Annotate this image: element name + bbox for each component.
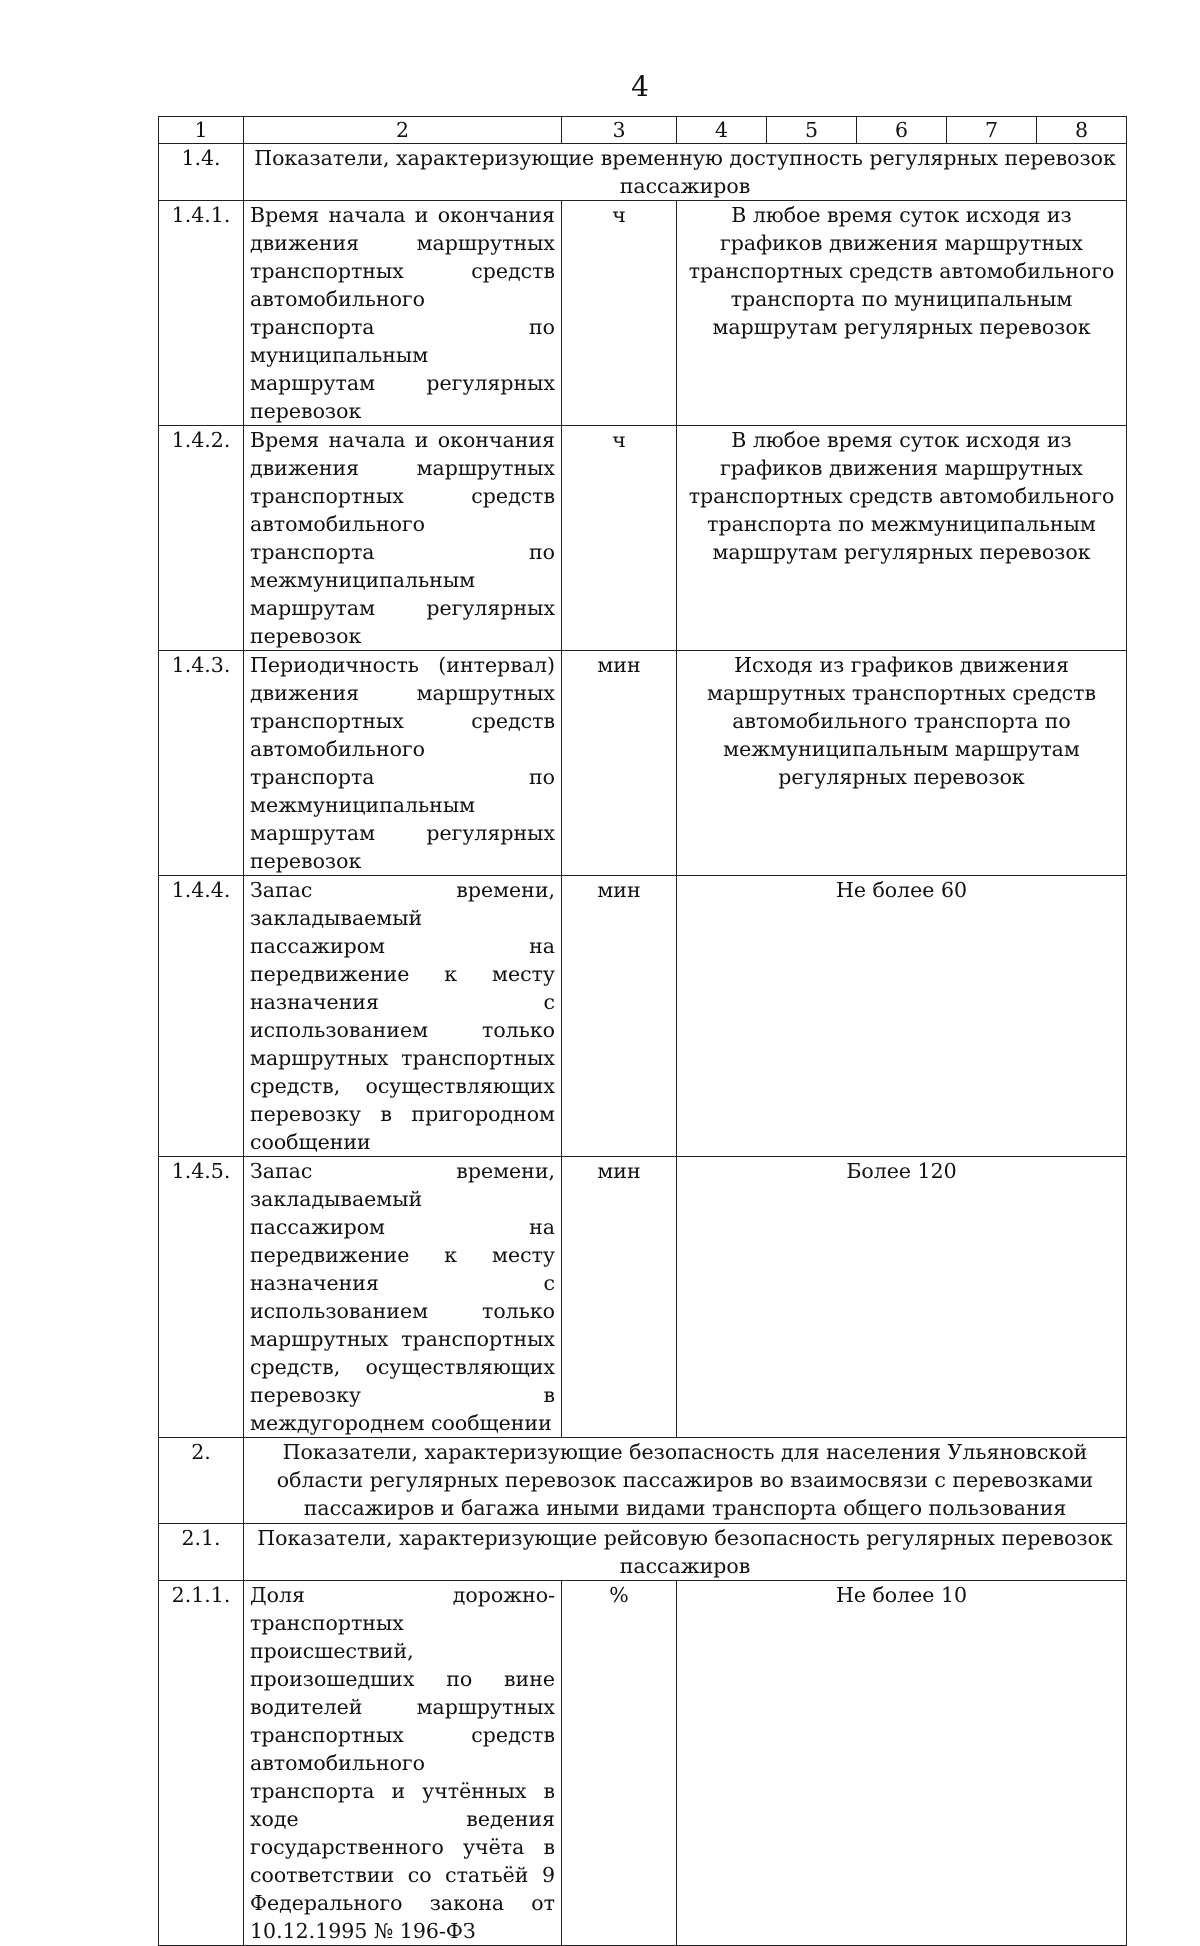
row-number: 1.4.2. bbox=[159, 426, 244, 651]
column-header: 6 bbox=[857, 117, 947, 144]
row-number: 1.4.5. bbox=[159, 1157, 244, 1438]
column-header: 2 bbox=[244, 117, 562, 144]
row-number: 1.4.1. bbox=[159, 201, 244, 426]
table-row bbox=[159, 201, 1127, 426]
row-number: 2.1.1. bbox=[159, 1581, 244, 1946]
page-number: 4 bbox=[631, 70, 649, 103]
table-row bbox=[159, 426, 1127, 651]
table-row bbox=[159, 651, 1127, 876]
unit-cell: ч bbox=[562, 201, 677, 426]
indicator-description: Время начала и окончания движения маршрутных транспортных средств автомобильного транспорта по межмуниципальным маршрутам регулярных перевозок bbox=[244, 426, 562, 651]
unit-cell: мин bbox=[562, 1157, 677, 1438]
section-row bbox=[159, 144, 1127, 201]
value-cell: Не более 10 bbox=[677, 1581, 1127, 1946]
indicator-description: Периодичность (интервал) движения маршрутных транспортных средств автомобильного транспорта по межмуниципальным маршрутам регулярных перевозок bbox=[244, 651, 562, 876]
value-cell: Более 120 bbox=[677, 1157, 1127, 1438]
column-header: 5 bbox=[767, 117, 857, 144]
value-cell: В любое время суток исходя из графиков движения маршрутных транспортных средств автомобильного транспорта по межмуниципальным маршрутам регулярных перевозок bbox=[677, 426, 1127, 651]
section-title: Показатели, характеризующие безопасность для населения Ульяновской области регулярных перевозок пассажиров во взаимосвязи с перевозками пассажиров и багажа иными видами транспорта общего пользования bbox=[244, 1438, 1127, 1524]
unit-cell: мин bbox=[562, 651, 677, 876]
column-header: 1 bbox=[159, 117, 244, 144]
column-header: 4 bbox=[677, 117, 767, 144]
unit-cell: % bbox=[562, 1581, 677, 1946]
indicator-description: Доля дорожно-транспортных происшествий, произошедших по вине водителей маршрутных транспортных средств автомобильного транспорта и учтённых в ходе ведения государственного учёта в соответствии со статьёй 9 Федерального закона от 10.12.1995 № 196-ФЗ bbox=[244, 1581, 562, 1946]
column-header: 3 bbox=[562, 117, 677, 144]
section-title: Показатели, характеризующие рейсовую безопасность регулярных перевозок пассажиров bbox=[244, 1524, 1127, 1581]
table-row bbox=[159, 1157, 1127, 1438]
table-row bbox=[159, 876, 1127, 1157]
table-header-row bbox=[159, 117, 1127, 144]
row-number: 1.4.4. bbox=[159, 876, 244, 1157]
column-header: 8 bbox=[1037, 117, 1127, 144]
row-number: 2.1. bbox=[159, 1524, 244, 1581]
row-number: 1.4. bbox=[159, 144, 244, 201]
section-row bbox=[159, 1524, 1127, 1581]
value-cell: Исходя из графиков движения маршрутных транспортных средств автомобильного транспорта по межмуниципальным маршрутам регулярных перевозок bbox=[677, 651, 1127, 876]
section-title: Показатели, характеризующие временную доступность регулярных перевозок пассажиров bbox=[244, 144, 1127, 201]
indicator-description: Время начала и окончания движения маршрутных транспортных средств автомобильного транспорта по муниципальным маршрутам регулярных перевозок bbox=[244, 201, 562, 426]
table-row bbox=[159, 1581, 1127, 1946]
indicator-description: Запас времени, закладываемый пассажиром на передвижение к месту назначения с использованием только маршрутных транспортных средств, осуществляющих перевозку в междугороднем сообщении bbox=[244, 1157, 562, 1438]
value-cell: В любое время суток исходя из графиков движения маршрутных транспортных средств автомобильного транспорта по муниципальным маршрутам регулярных перевозок bbox=[677, 201, 1127, 426]
row-number: 1.4.3. bbox=[159, 651, 244, 876]
unit-cell: мин bbox=[562, 876, 677, 1157]
indicator-table bbox=[158, 116, 1127, 1946]
column-header: 7 bbox=[947, 117, 1037, 144]
section-row bbox=[159, 1438, 1127, 1524]
row-number: 2. bbox=[159, 1438, 244, 1524]
indicator-description: Запас времени, закладываемый пассажиром на передвижение к месту назначения с использованием только маршрутных транспортных средств, осуществляющих перевозку в пригородном сообщении bbox=[244, 876, 562, 1157]
value-cell: Не более 60 bbox=[677, 876, 1127, 1157]
unit-cell: ч bbox=[562, 426, 677, 651]
